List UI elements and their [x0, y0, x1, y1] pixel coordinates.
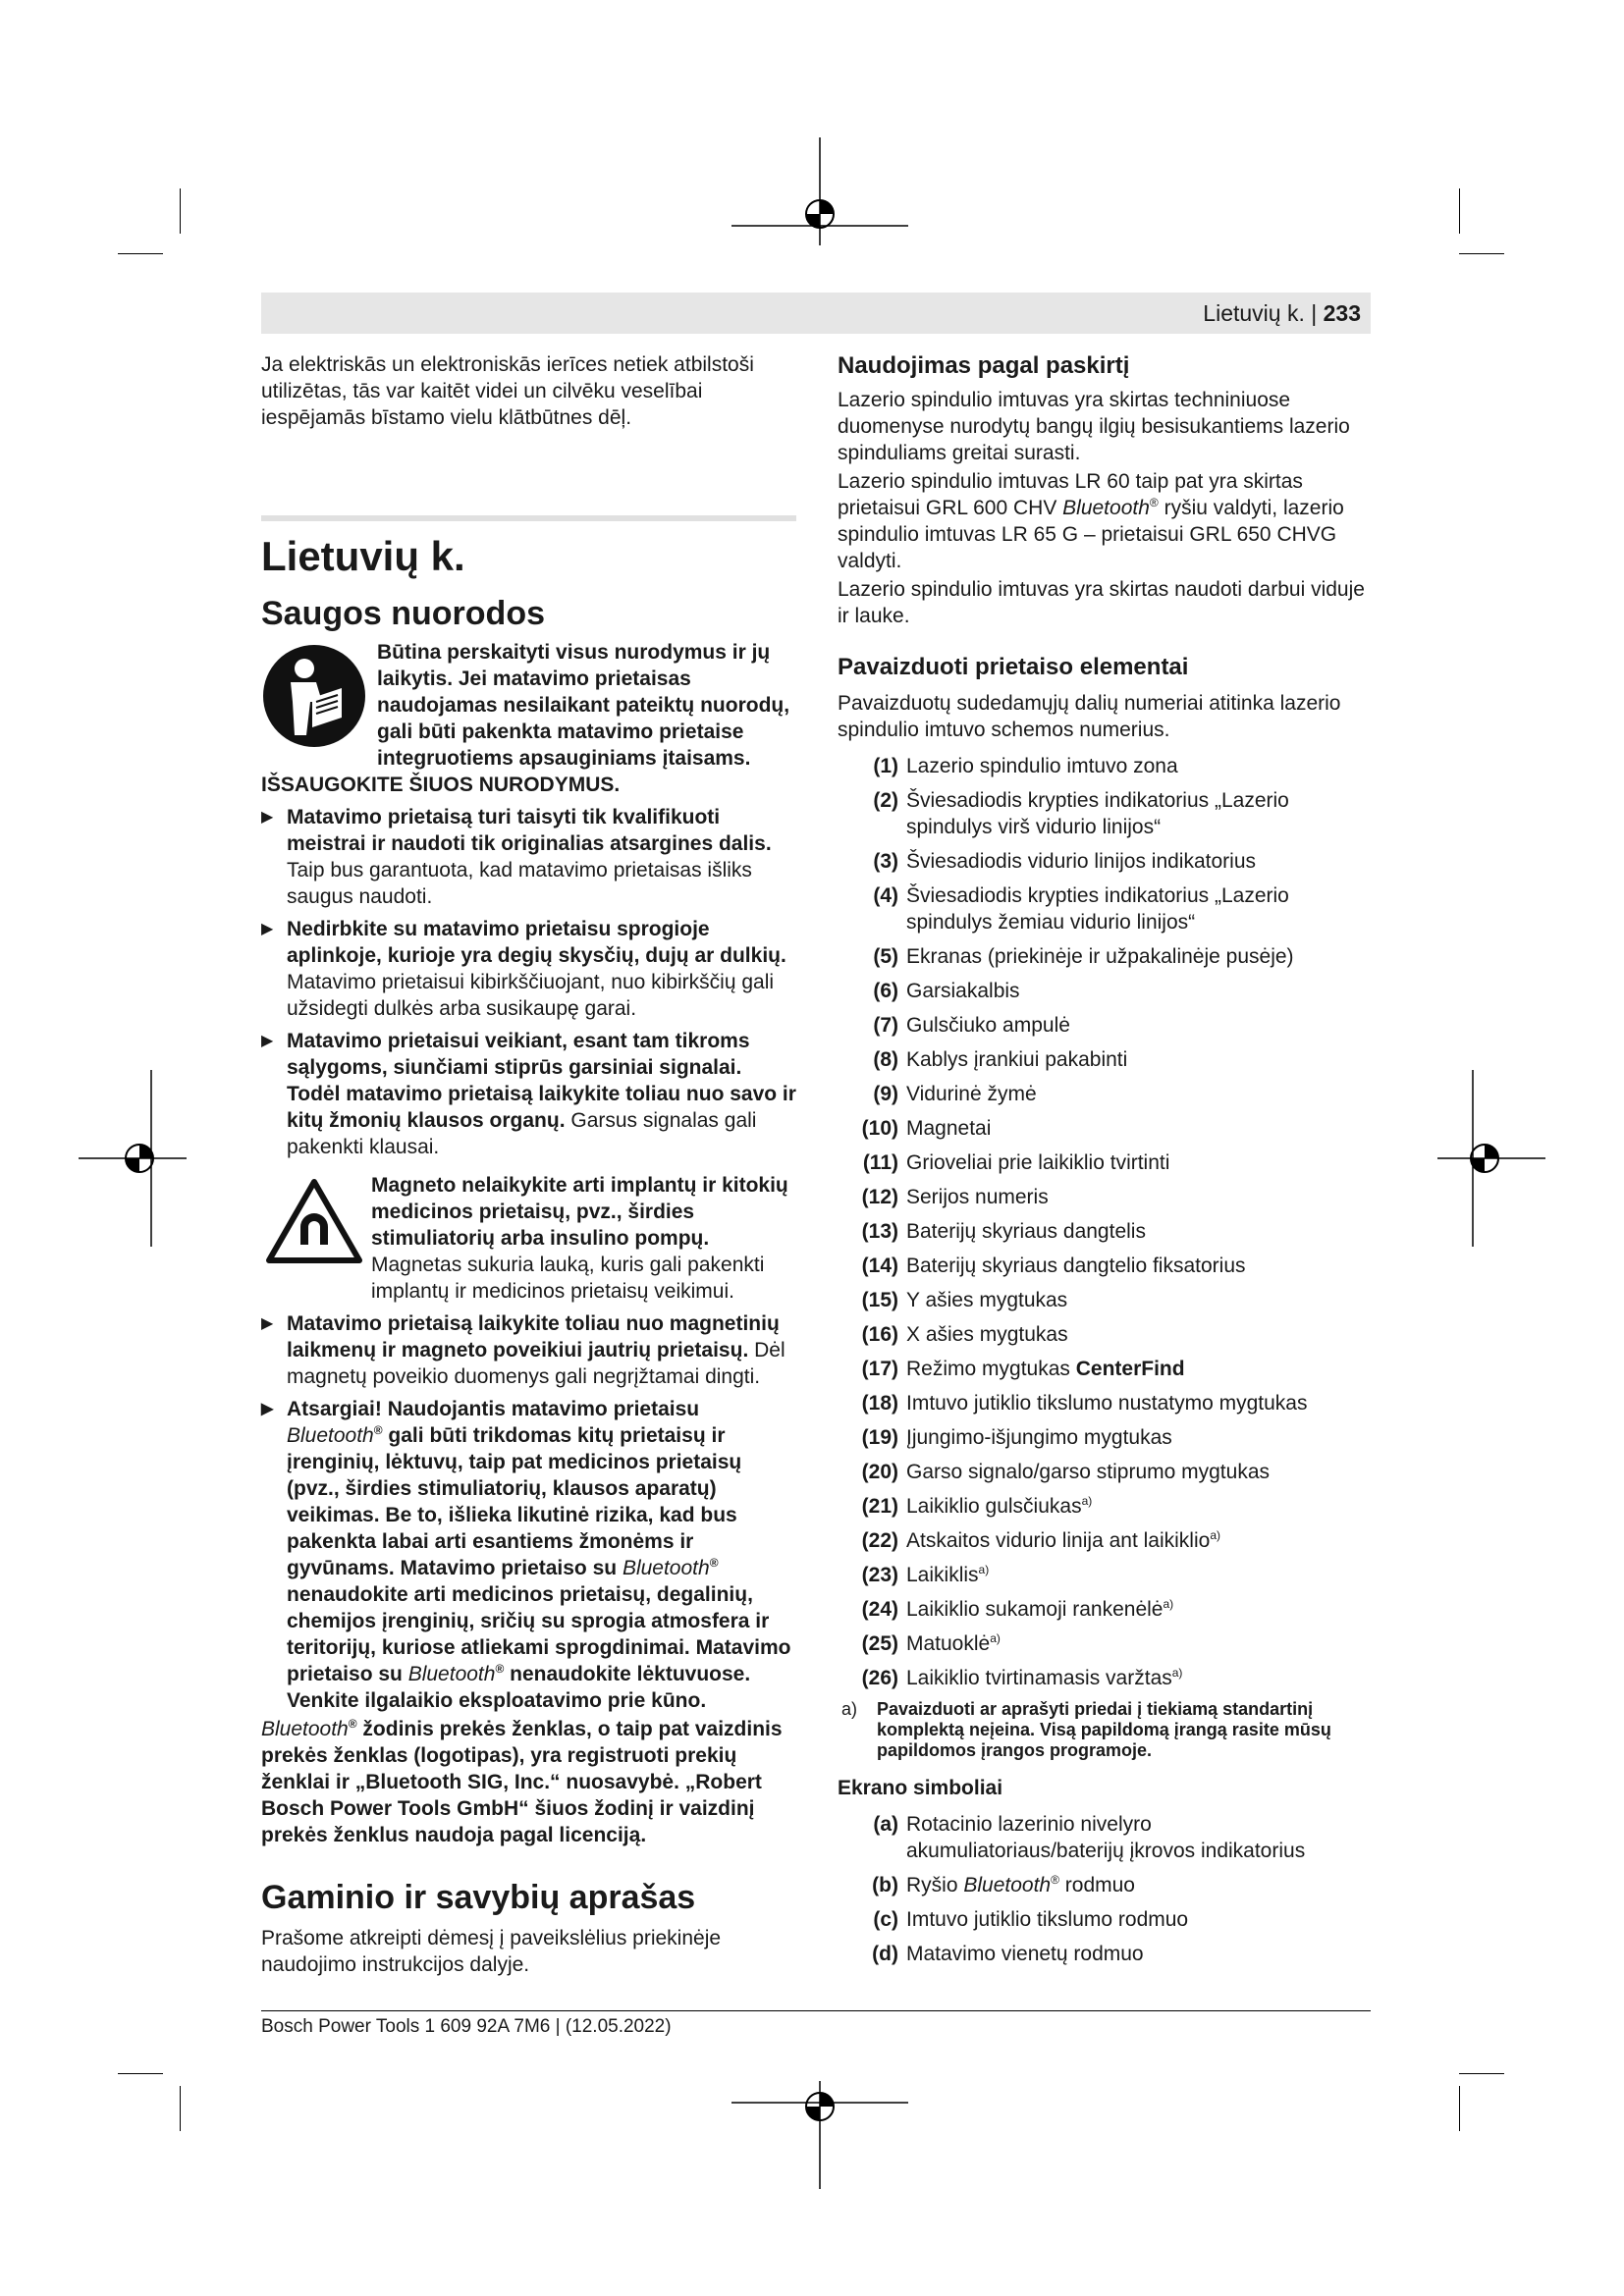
bullet-bold: Atsargiai! Naudojantis matavimo prietaisu	[287, 1398, 700, 1420]
bullet-bold: Matavimo prietaisą turi taisyti tik kvalifikuoti meistrai ir naudoti tik originalias atsargines dalis.	[287, 806, 772, 855]
list-item	[838, 1149, 1373, 1176]
symbol-letter: (b)	[872, 1874, 898, 1896]
registration-mark-icon	[731, 137, 908, 245]
item-number: (11)	[862, 1151, 898, 1174]
registered-mark: ®	[1149, 496, 1159, 509]
list-item	[838, 1562, 1373, 1588]
item-number: (22)	[861, 1529, 898, 1552]
symbol-label: Ryšio	[906, 1874, 964, 1896]
bullet-bold: Matavimo prietaisą laikykite toliau nuo magnetinių laikmenų ir magneto poveikiui jautrių prietaisų.	[287, 1312, 780, 1362]
usage-text: Lazerio spindulio imtuvas LR 60 taip pat yra skirtas prietaisui GRL 600 CHV	[838, 470, 1303, 519]
crop-mark	[1459, 253, 1504, 254]
section-divider	[261, 515, 796, 521]
item-footnote-ref: a)	[1210, 1528, 1220, 1542]
item-number: (16)	[861, 1323, 898, 1346]
item-number: (26)	[861, 1667, 898, 1689]
elements-list	[838, 753, 1373, 1691]
list-item	[838, 1424, 1373, 1451]
magnet-warning	[261, 1172, 796, 1305]
registered-mark: ®	[709, 1556, 719, 1570]
crop-mark	[1459, 2073, 1504, 2074]
item-label: Atskaitos vidurio linija ant laikiklio	[906, 1529, 1211, 1552]
read-manual-icon	[261, 643, 367, 749]
symbol-letter: (c)	[873, 1908, 898, 1931]
item-number: (20)	[861, 1461, 898, 1483]
intro-paragraph: Ja elektriskās un elektroniskās ierīces netiek atbilstoši utilizētas, tās var kaitēt videi un cilvēku veselībai iespējamās bīstamo vielu klātbūtnes dēļ.	[261, 353, 754, 429]
registered-mark: ®	[495, 1662, 505, 1676]
item-number: (13)	[861, 1220, 898, 1243]
item-label: Laikiklio tvirtinamasis varžtas	[906, 1667, 1172, 1689]
item-number: (9)	[873, 1083, 898, 1105]
list-item	[838, 753, 1373, 779]
page-header	[261, 293, 1371, 334]
bluetooth-term: Bluetooth	[622, 1557, 710, 1579]
bullet-text: Taip bus garantuota, kad matavimo prietaisas išliks saugus naudoti.	[287, 859, 752, 908]
bluetooth-term: Bluetooth	[963, 1874, 1052, 1896]
item-footnote-ref: a)	[1163, 1597, 1174, 1611]
item-label: Šviesadiodis vidurio linijos indikatorius	[906, 850, 1257, 873]
item-label: Gulsčiuko ampulė	[906, 1014, 1070, 1037]
bullet-bold: Nedirbkite su matavimo prietaisu sprogioje aplinkoje, kurioje yra degių skysčių, dujų ar dulkių.	[287, 918, 786, 967]
header-label: Lietuvių k. | 233	[1203, 300, 1361, 326]
bullet-text: Dėl magnetų poveikio duomenys gali negrįžtamai dingti.	[287, 1339, 785, 1388]
bluetooth-term: Bluetooth	[407, 1663, 496, 1685]
bullet-bold: gali būti trikdomas kitų prietaisų ir įrenginių, lėktuvų, taip pat medicinos prietaisų (pvz., širdies stimuliatorių, klausos aparatų) veikimas. Be to, išlieka likutinė rizika, kad bus pakenkta labai arti esantiems žmonėms ir gyvūnams. Matavimo prietaiso su	[287, 1424, 742, 1579]
item-footnote-ref: a)	[990, 1631, 1001, 1645]
item-label: Lazerio spindulio imtuvo zona	[906, 755, 1178, 777]
item-label: Ekranas (priekinėje ir užpakalinėje pusėje)	[906, 945, 1294, 968]
item-number: (21)	[861, 1495, 898, 1518]
item-label: Baterijų skyriaus dangtelio fiksatorius	[906, 1255, 1246, 1277]
item-number: (10)	[861, 1117, 898, 1140]
bullet-text: Garsus signalas gali pakenkti klausai.	[287, 1109, 757, 1158]
header-section: Lietuvių k.	[1203, 300, 1305, 326]
item-number: (19)	[861, 1426, 898, 1449]
item-number: (8)	[873, 1048, 898, 1071]
symbols-list	[838, 1811, 1373, 1967]
registration-mark-icon	[79, 1070, 187, 1247]
item-label: Vidurinė žymė	[906, 1083, 1037, 1105]
item-label: Režimo mygtukas	[906, 1358, 1076, 1380]
list-item	[838, 1665, 1373, 1691]
list-item	[838, 1287, 1373, 1313]
symbol-label: Rotacinio lazerinio nivelyro akumuliatoriaus/baterijų įkrovos indikatorius	[906, 1813, 1306, 1862]
item-label: Kablys įrankiui pakabinti	[906, 1048, 1128, 1071]
bullet-bold: nenaudokite arti medicinos prietaisų, degalinių, chemijos įrenginių, sričių su sprogia atmosfera ir teritorijų, kuriose atliekami sprogdinimai. Matavimo prietaiso su	[287, 1583, 791, 1685]
list-item	[838, 1184, 1373, 1210]
magnet-text: Magnetas sukuria lauką, kuris gali pakenkti implantų ir medicinos prietaisų veikimui.	[371, 1254, 765, 1303]
symbols-title: Ekrano simboliai	[838, 1777, 1003, 1799]
item-number: (23)	[861, 1564, 898, 1586]
list-item	[838, 1527, 1373, 1554]
list-item	[838, 1872, 1373, 1898]
crop-mark	[118, 2073, 163, 2074]
bullet-bold: Matavimo prietaisui veikiant, esant tam tikroms sąlygoms, siunčiami stiprūs garsiniai signalai. Todėl matavimo prietaisą laikykite toliau nuo savo ir kitų žmonių klausos organų.	[287, 1030, 796, 1132]
registration-mark-icon	[731, 2081, 908, 2189]
item-number: (2)	[873, 789, 898, 812]
language-title: Lietuvių k.	[261, 533, 465, 579]
list-item	[838, 1493, 1373, 1520]
item-label: Magnetai	[906, 1117, 992, 1140]
safety-bullet	[261, 804, 796, 910]
list-item	[838, 848, 1373, 875]
list-item	[838, 1081, 1373, 1107]
item-label: Įjungimo-išjungimo mygtukas	[906, 1426, 1172, 1449]
item-number: (1)	[873, 755, 898, 777]
bluetooth-term: Bluetooth	[1062, 497, 1150, 519]
symbol-label: rodmuo	[1058, 1874, 1135, 1896]
item-number: (15)	[861, 1289, 898, 1311]
list-item	[838, 1321, 1373, 1348]
list-item	[838, 1811, 1373, 1864]
left-column	[261, 351, 796, 1978]
item-label-bold: CenterFind	[1075, 1358, 1185, 1380]
magnet-bold: Magneto nelaikykite arti implantų ir kitokių medicinos prietaisų, pvz., širdies stimuliatorių arba insulino pompų.	[371, 1174, 788, 1250]
item-number: (7)	[873, 1014, 898, 1037]
item-label: Matuoklė	[906, 1632, 991, 1655]
registered-mark: ®	[1051, 1873, 1059, 1887]
item-label: Garsiakalbis	[906, 980, 1020, 1002]
usage-paragraph: Lazerio spindulio imtuvas yra skirtas techniniuose duomenyse nurodytų bangų ilgių besisukantiems lazerio spinduliams greitai surasti.	[838, 389, 1350, 464]
product-title: Gaminio ir savybių aprašas	[261, 1879, 696, 1916]
list-item	[838, 787, 1373, 840]
list-item	[838, 1390, 1373, 1416]
list-item	[838, 1630, 1373, 1657]
read-instructions-warning	[261, 639, 796, 798]
crop-mark	[180, 188, 181, 234]
item-label: Šviesadiodis krypties indikatorius „Lazerio spindulys žemiau vidurio linijos“	[906, 884, 1289, 934]
safety-bullet	[261, 1396, 796, 1714]
page-number: 233	[1323, 300, 1361, 326]
list-item	[838, 1115, 1373, 1142]
item-number: (5)	[873, 945, 898, 968]
item-number: (4)	[873, 884, 898, 907]
safety-title: Saugos nuorodos	[261, 595, 545, 632]
item-label: Laikiklio sukamoji rankenėlė	[906, 1598, 1164, 1621]
item-label: Serijos numeris	[906, 1186, 1049, 1208]
safety-bullet	[261, 1028, 796, 1160]
symbol-label: Imtuvo jutiklio tikslumo rodmuo	[906, 1908, 1189, 1931]
read-warning-text: Būtina perskaityti visus nurodymus ir jų laikytis. Jei matavimo prietaisas naudojamas nesilaikant pateiktų nuorodų, gali būti pakenkta matavimo prietaise integruotiems apsauginiams įtaisams. IŠSAUGOKITE ŠIUOS NURODYMUS.	[261, 641, 790, 796]
item-number: (6)	[873, 980, 898, 1002]
item-label: Laikiklis	[906, 1564, 979, 1586]
list-item	[838, 1906, 1373, 1933]
symbol-letter: (d)	[872, 1943, 898, 1965]
item-number: (14)	[861, 1255, 898, 1277]
bluetooth-term: Bluetooth	[287, 1424, 374, 1447]
item-number: (24)	[861, 1598, 898, 1621]
safety-bullet	[261, 916, 796, 1022]
usage-paragraph	[838, 468, 1373, 574]
item-label: Y ašies mygtukas	[906, 1289, 1068, 1311]
item-label: Šviesadiodis krypties indikatorius „Lazerio spindulys virš vidurio linijos“	[906, 789, 1289, 838]
bullet-bold: nenaudokite lėktuvuose. Venkite ilgalaikio eksploatavimo prie kūno.	[287, 1663, 751, 1712]
crop-mark	[1459, 188, 1460, 234]
list-item	[838, 1012, 1373, 1039]
list-item	[838, 1253, 1373, 1279]
registration-mark-icon	[1437, 1070, 1545, 1247]
usage-title: Naudojimas pagal paskirtį	[838, 352, 1130, 379]
symbol-letter: (a)	[873, 1813, 898, 1836]
crop-mark	[118, 253, 163, 254]
item-footnote-ref: a)	[978, 1563, 990, 1576]
list-item	[838, 1941, 1373, 1967]
list-item	[838, 1459, 1373, 1485]
item-number: (12)	[861, 1186, 898, 1208]
list-item	[838, 1356, 1373, 1382]
footer-rule	[261, 2010, 1371, 2011]
footnote-mark: a)	[841, 1699, 858, 1719]
item-number: (18)	[861, 1392, 898, 1415]
list-item	[838, 1596, 1373, 1623]
item-label: Baterijų skyriaus dangtelis	[906, 1220, 1146, 1243]
trademark-paragraph	[261, 1716, 796, 1848]
item-footnote-ref: a)	[1081, 1494, 1093, 1508]
footer-text: Bosch Power Tools 1 609 92A 7M6 | (12.05.2022)	[261, 2016, 672, 2037]
item-label: Imtuvo jutiklio tikslumo nustatymo mygtukas	[906, 1392, 1308, 1415]
list-item	[838, 943, 1373, 970]
bluetooth-term: Bluetooth	[261, 1718, 349, 1740]
registered-mark: ®	[348, 1717, 357, 1731]
item-number: (17)	[861, 1358, 898, 1380]
footnote-text: Pavaizduoti ar aprašyti priedai į tiekiamą standartinį komplektą neįeina. Visą papildomą įrangą rasite mūsų papildomos įrangos programoje.	[877, 1699, 1331, 1760]
bullet-text: Matavimo prietaisui kibirkščiuojant, nuo kibirkščių gali užsidegti dulkės arba susikaupę garai.	[287, 971, 775, 1020]
list-item	[838, 882, 1373, 935]
item-number: (3)	[873, 850, 898, 873]
registered-mark: ®	[373, 1423, 383, 1437]
list-item	[838, 1218, 1373, 1245]
item-number: (25)	[861, 1632, 898, 1655]
usage-paragraph: Lazerio spindulio imtuvas yra skirtas naudoti darbui viduje ir lauke.	[838, 578, 1365, 627]
item-footnote-ref: a)	[1171, 1666, 1183, 1680]
magnet-warning-icon	[265, 1178, 363, 1266]
product-paragraph: Prašome atkreipti dėmesį į paveikslėlius priekinėje naudojimo instrukcijos dalyje.	[261, 1927, 722, 1976]
safety-bullet	[261, 1310, 796, 1390]
symbol-label: Matavimo vienetų rodmuo	[906, 1943, 1144, 1965]
elements-intro: Pavaizduotų sudedamųjų dalių numeriai atitinka lazerio spindulio imtuvo schemos numerius.	[838, 692, 1341, 741]
trademark-text: žodinis prekės ženklas, o taip pat vaizdinis prekės ženklas (logotipas), yra registruoti prekių ženklai ir „Bluetooth SIG, Inc.“ nuosavybė. „Robert Bosch Power Tools GmbH“ šiuos žodinį ir vaizdinį prekės ženklus naudoja pagal licenciją.	[261, 1718, 783, 1846]
item-label: Grioveliai prie laikiklio tvirtinti	[906, 1151, 1170, 1174]
crop-mark	[1459, 2086, 1460, 2131]
item-label: X ašies mygtukas	[906, 1323, 1068, 1346]
footnote	[838, 1699, 1373, 1761]
crop-mark	[180, 2086, 181, 2131]
list-item	[838, 978, 1373, 1004]
right-column	[838, 351, 1373, 1975]
item-label: Garso signalo/garso stiprumo mygtukas	[906, 1461, 1270, 1483]
list-item	[838, 1046, 1373, 1073]
usage-text: ryšiu valdyti, lazerio spindulio imtuvas LR 65 G – prietaisui GRL 650 CHVG valdyti.	[838, 497, 1344, 572]
elements-title: Pavaizduoti prietaiso elementai	[838, 654, 1189, 680]
item-label: Laikiklio gulsčiukas	[906, 1495, 1082, 1518]
